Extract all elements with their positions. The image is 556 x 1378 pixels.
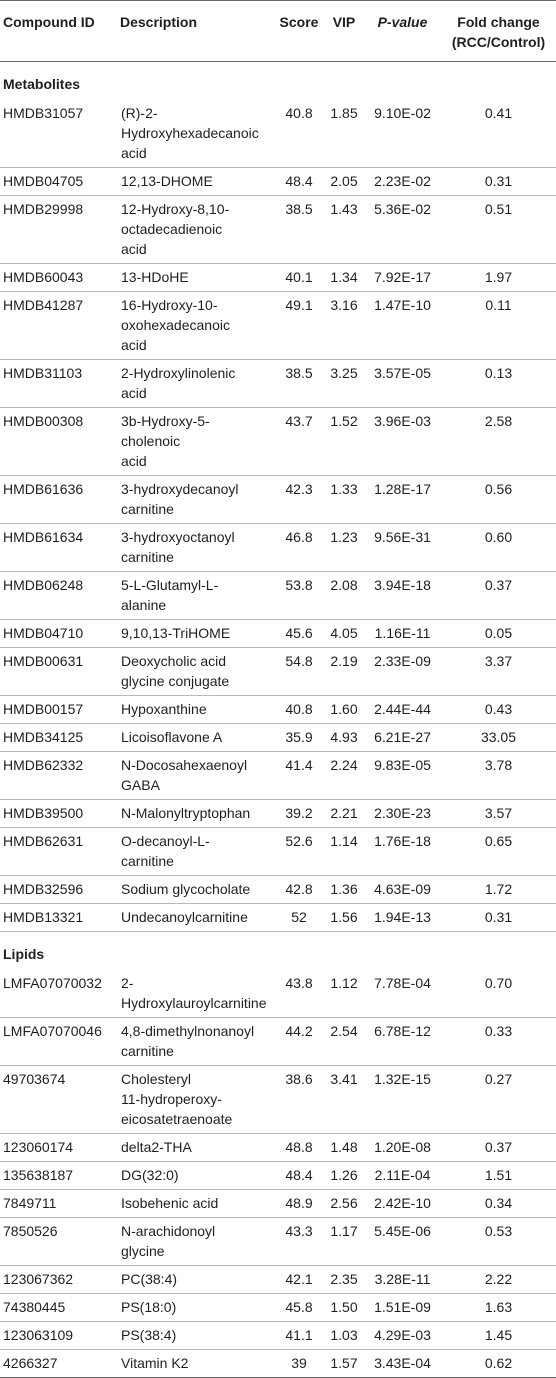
vip-cell: 1.03 xyxy=(324,1322,364,1350)
p-value-cell: 5.45E-06 xyxy=(364,1218,441,1266)
table-row xyxy=(0,264,556,292)
header-score: Score xyxy=(279,14,319,30)
score-cell: 52.6 xyxy=(274,828,324,876)
table-row xyxy=(0,1294,556,1322)
p-value-cell: 3.28E-11 xyxy=(364,1266,441,1294)
table-row xyxy=(0,1218,556,1266)
header-vip: VIP xyxy=(332,14,356,30)
vip-cell: 1.17 xyxy=(324,1218,364,1266)
compound-id-cell: HMDB31103 xyxy=(0,360,117,408)
score-cell: 39 xyxy=(274,1350,324,1378)
score-cell: 48.9 xyxy=(274,1190,324,1218)
score-cell: 48.4 xyxy=(274,168,324,196)
p-value-cell: 2.30E-23 xyxy=(364,800,441,828)
score-cell: 40.8 xyxy=(274,696,324,724)
header-fold-change xyxy=(441,1,556,62)
fold-change-cell: 1.63 xyxy=(441,1294,556,1322)
compound-id-cell: HMDB39500 xyxy=(0,800,117,828)
p-value-cell: 3.94E-18 xyxy=(364,572,441,620)
vip-cell: 4.93 xyxy=(324,724,364,752)
compound-id-cell: HMDB60043 xyxy=(0,264,117,292)
description-cell: Isobehenic acid xyxy=(117,1190,274,1218)
table-row xyxy=(0,1350,556,1378)
description-cell: DG(32:0) xyxy=(117,1162,274,1190)
vip-cell: 1.52 xyxy=(324,408,364,476)
score-cell: 39.2 xyxy=(274,800,324,828)
fold-change-cell: 0.53 xyxy=(441,1218,556,1266)
compound-id-cell: HMDB31057 xyxy=(0,100,117,168)
description-cell: 5-L-Glutamyl-L- alanine xyxy=(117,572,274,620)
p-value-cell: 1.94E-13 xyxy=(364,904,441,932)
table-row xyxy=(0,572,556,620)
header-fold-change-label: Fold change xyxy=(457,14,540,30)
score-cell: 45.8 xyxy=(274,1294,324,1322)
description-cell: PS(18:0) xyxy=(117,1294,274,1322)
table-row xyxy=(0,1018,556,1066)
vip-cell: 3.41 xyxy=(324,1066,364,1134)
description-cell: N-arachidonoyl glycine xyxy=(117,1218,274,1266)
compound-id-cell: HMDB29998 xyxy=(0,196,117,264)
vip-cell: 1.60 xyxy=(324,696,364,724)
fold-change-cell: 0.27 xyxy=(441,1066,556,1134)
description-cell: 3-hydroxydecanoyl carnitine xyxy=(117,476,274,524)
description-cell: 13-HDoHE xyxy=(117,264,274,292)
score-cell: 42.3 xyxy=(274,476,324,524)
fold-change-cell: 0.62 xyxy=(441,1350,556,1378)
compound-id-cell: 49703674 xyxy=(0,1066,117,1134)
p-value-cell: 4.29E-03 xyxy=(364,1322,441,1350)
table-row xyxy=(0,1134,556,1162)
compound-id-cell: 123063109 xyxy=(0,1322,117,1350)
p-value-cell: 9.83E-05 xyxy=(364,752,441,800)
vip-cell: 1.57 xyxy=(324,1350,364,1378)
fold-change-cell: 33.05 xyxy=(441,724,556,752)
description-cell: (R)-2- Hydroxyhexadecanoic acid xyxy=(117,100,274,168)
table-header xyxy=(0,1,556,62)
compound-id-cell: HMDB04705 xyxy=(0,168,117,196)
vip-cell: 1.50 xyxy=(324,1294,364,1322)
fold-change-cell: 0.11 xyxy=(441,292,556,360)
vip-cell: 1.12 xyxy=(324,970,364,1018)
table-row xyxy=(0,168,556,196)
compound-id-cell: 123067362 xyxy=(0,1266,117,1294)
p-value-cell: 1.47E-10 xyxy=(364,292,441,360)
compound-id-cell: 123060174 xyxy=(0,1134,117,1162)
description-cell: 12,13-DHOME xyxy=(117,168,274,196)
description-cell: 3b-Hydroxy-5- cholenoic acid xyxy=(117,408,274,476)
p-value-cell: 4.63E-09 xyxy=(364,876,441,904)
section-row xyxy=(0,62,556,101)
p-value-cell: 3.57E-05 xyxy=(364,360,441,408)
fold-change-cell: 1.97 xyxy=(441,264,556,292)
compound-id-cell: LMFA07070032 xyxy=(0,970,117,1018)
compound-id-cell: HMDB13321 xyxy=(0,904,117,932)
table-row xyxy=(0,724,556,752)
score-cell: 42.1 xyxy=(274,1266,324,1294)
table-row xyxy=(0,828,556,876)
score-cell: 52 xyxy=(274,904,324,932)
p-value-cell: 7.78E-04 xyxy=(364,970,441,1018)
header-compound-id: Compound ID xyxy=(3,14,95,30)
score-cell: 38.5 xyxy=(274,196,324,264)
description-cell: 9,10,13-TriHOME xyxy=(117,620,274,648)
score-cell: 38.6 xyxy=(274,1066,324,1134)
fold-change-cell: 0.13 xyxy=(441,360,556,408)
compound-id-cell: HMDB61636 xyxy=(0,476,117,524)
vip-cell: 2.19 xyxy=(324,648,364,696)
table-row xyxy=(0,524,556,572)
vip-cell: 1.48 xyxy=(324,1134,364,1162)
section-row xyxy=(0,932,556,971)
description-cell: 2- Hydroxylauroylcarnitine xyxy=(117,970,274,1018)
table-row xyxy=(0,904,556,932)
fold-change-cell: 0.56 xyxy=(441,476,556,524)
table-row xyxy=(0,1162,556,1190)
score-cell: 48.8 xyxy=(274,1134,324,1162)
table-row xyxy=(0,476,556,524)
compound-id-cell: LMFA07070046 xyxy=(0,1018,117,1066)
fold-change-cell: 0.60 xyxy=(441,524,556,572)
vip-cell: 1.14 xyxy=(324,828,364,876)
table-row xyxy=(0,800,556,828)
p-value-cell: 5.36E-02 xyxy=(364,196,441,264)
vip-cell: 2.56 xyxy=(324,1190,364,1218)
compound-id-cell: 7849711 xyxy=(0,1190,117,1218)
compound-id-cell: HMDB04710 xyxy=(0,620,117,648)
vip-cell: 3.25 xyxy=(324,360,364,408)
vip-cell: 2.54 xyxy=(324,1018,364,1066)
p-value-cell: 2.44E-44 xyxy=(364,696,441,724)
fold-change-cell: 0.31 xyxy=(441,904,556,932)
vip-cell: 2.24 xyxy=(324,752,364,800)
description-cell: PS(38:4) xyxy=(117,1322,274,1350)
fold-change-cell: 1.45 xyxy=(441,1322,556,1350)
score-cell: 45.6 xyxy=(274,620,324,648)
description-cell: 2-Hydroxylinolenic acid xyxy=(117,360,274,408)
fold-change-cell: 0.05 xyxy=(441,620,556,648)
score-cell: 35.9 xyxy=(274,724,324,752)
compound-id-cell: HMDB62332 xyxy=(0,752,117,800)
table-row xyxy=(0,1190,556,1218)
fold-change-cell: 0.37 xyxy=(441,572,556,620)
fold-change-cell: 0.65 xyxy=(441,828,556,876)
vip-cell: 1.85 xyxy=(324,100,364,168)
score-cell: 54.8 xyxy=(274,648,324,696)
p-value-cell: 3.96E-03 xyxy=(364,408,441,476)
p-value-cell: 2.33E-09 xyxy=(364,648,441,696)
table-row xyxy=(0,876,556,904)
section-title: Lipids xyxy=(3,946,45,962)
vip-cell: 1.33 xyxy=(324,476,364,524)
score-cell: 46.8 xyxy=(274,524,324,572)
table-row xyxy=(0,196,556,264)
description-cell: 16-Hydroxy-10- oxohexadecanoic acid xyxy=(117,292,274,360)
p-value-cell: 1.28E-17 xyxy=(364,476,441,524)
compound-id-cell: 7850526 xyxy=(0,1218,117,1266)
description-cell: Vitamin K2 xyxy=(117,1350,274,1378)
description-cell: Deoxycholic acid glycine conjugate xyxy=(117,648,274,696)
score-cell: 41.1 xyxy=(274,1322,324,1350)
p-value-cell: 1.51E-09 xyxy=(364,1294,441,1322)
compound-id-cell: 74380445 xyxy=(0,1294,117,1322)
score-cell: 44.2 xyxy=(274,1018,324,1066)
fold-change-cell: 0.43 xyxy=(441,696,556,724)
description-cell: 4,8-dimethylnonanoyl carnitine xyxy=(117,1018,274,1066)
p-value-cell: 9.56E-31 xyxy=(364,524,441,572)
compound-id-cell: HMDB00157 xyxy=(0,696,117,724)
table-row xyxy=(0,1322,556,1350)
compound-id-cell: HMDB32596 xyxy=(0,876,117,904)
p-value-cell: 6.78E-12 xyxy=(364,1018,441,1066)
p-value-cell: 7.92E-17 xyxy=(364,264,441,292)
description-cell: 12-Hydroxy-8,10- octadecadienoic acid xyxy=(117,196,274,264)
vip-cell: 1.36 xyxy=(324,876,364,904)
vip-cell: 3.16 xyxy=(324,292,364,360)
compound-id-cell: HMDB61634 xyxy=(0,524,117,572)
fold-change-cell: 0.41 xyxy=(441,100,556,168)
description-cell: Licoisoflavone A xyxy=(117,724,274,752)
fold-change-cell: 3.37 xyxy=(441,648,556,696)
fold-change-cell: 0.51 xyxy=(441,196,556,264)
score-cell: 49.1 xyxy=(274,292,324,360)
fold-change-cell: 2.22 xyxy=(441,1266,556,1294)
fold-change-cell: 1.51 xyxy=(441,1162,556,1190)
score-cell: 48.4 xyxy=(274,1162,324,1190)
p-value-cell: 1.76E-18 xyxy=(364,828,441,876)
description-cell: N-Docosahexaenoyl GABA xyxy=(117,752,274,800)
table-row xyxy=(0,1266,556,1294)
description-cell: Cholesteryl 11-hydroperoxy- eicosatetraenoate xyxy=(117,1066,274,1134)
fold-change-cell: 0.31 xyxy=(441,168,556,196)
fold-change-cell: 3.57 xyxy=(441,800,556,828)
p-value-cell: 9.10E-02 xyxy=(364,100,441,168)
fold-change-cell: 2.58 xyxy=(441,408,556,476)
description-cell: Hypoxanthine xyxy=(117,696,274,724)
description-cell: O-decanoyl-L- carnitine xyxy=(117,828,274,876)
vip-cell: 2.05 xyxy=(324,168,364,196)
p-value-cell: 3.43E-04 xyxy=(364,1350,441,1378)
description-cell: delta2-THA xyxy=(117,1134,274,1162)
table-body xyxy=(0,62,556,1378)
score-cell: 42.8 xyxy=(274,876,324,904)
header-row xyxy=(0,1,556,62)
compound-id-cell: HMDB06248 xyxy=(0,572,117,620)
compound-id-cell: HMDB00631 xyxy=(0,648,117,696)
compound-id-cell: HMDB34125 xyxy=(0,724,117,752)
fold-change-cell: 0.34 xyxy=(441,1190,556,1218)
table-row xyxy=(0,620,556,648)
compound-id-cell: 135638187 xyxy=(0,1162,117,1190)
header-p-value: P-value xyxy=(377,14,428,30)
vip-cell: 2.21 xyxy=(324,800,364,828)
fold-change-cell: 0.37 xyxy=(441,1134,556,1162)
vip-cell: 1.26 xyxy=(324,1162,364,1190)
vip-cell: 1.43 xyxy=(324,196,364,264)
score-cell: 41.4 xyxy=(274,752,324,800)
fold-change-cell: 0.33 xyxy=(441,1018,556,1066)
score-cell: 38.5 xyxy=(274,360,324,408)
section-title: Metabolites xyxy=(3,76,81,92)
description-cell: N-Malonyltryptophan xyxy=(117,800,274,828)
fold-change-cell: 3.78 xyxy=(441,752,556,800)
table-row xyxy=(0,752,556,800)
table-row xyxy=(0,292,556,360)
score-cell: 43.3 xyxy=(274,1218,324,1266)
score-cell: 40.8 xyxy=(274,100,324,168)
vip-cell: 1.23 xyxy=(324,524,364,572)
table-row xyxy=(0,1066,556,1134)
score-cell: 43.8 xyxy=(274,970,324,1018)
fold-change-cell: 1.72 xyxy=(441,876,556,904)
table-row xyxy=(0,648,556,696)
description-cell: Undecanoylcarnitine xyxy=(117,904,274,932)
compound-id-cell: HMDB00308 xyxy=(0,408,117,476)
vip-cell: 2.08 xyxy=(324,572,364,620)
table-row xyxy=(0,970,556,1018)
score-cell: 40.1 xyxy=(274,264,324,292)
table-row xyxy=(0,100,556,168)
compound-id-cell: HMDB41287 xyxy=(0,292,117,360)
p-value-cell: 1.16E-11 xyxy=(364,620,441,648)
description-cell: 3-hydroxyoctanoyl carnitine xyxy=(117,524,274,572)
fold-change-cell: 0.70 xyxy=(441,970,556,1018)
vip-cell: 4.05 xyxy=(324,620,364,648)
compound-id-cell: HMDB62631 xyxy=(0,828,117,876)
p-value-cell: 6.21E-27 xyxy=(364,724,441,752)
p-value-cell: 1.32E-15 xyxy=(364,1066,441,1134)
table-row xyxy=(0,360,556,408)
description-cell: PC(38:4) xyxy=(117,1266,274,1294)
p-value-cell: 1.20E-08 xyxy=(364,1134,441,1162)
vip-cell: 2.35 xyxy=(324,1266,364,1294)
vip-cell: 1.56 xyxy=(324,904,364,932)
table-row xyxy=(0,696,556,724)
score-cell: 53.8 xyxy=(274,572,324,620)
p-value-cell: 2.42E-10 xyxy=(364,1190,441,1218)
table-row xyxy=(0,408,556,476)
p-value-cell: 2.11E-04 xyxy=(364,1162,441,1190)
p-value-cell: 2.23E-02 xyxy=(364,168,441,196)
vip-cell: 1.34 xyxy=(324,264,364,292)
description-cell: Sodium glycocholate xyxy=(117,876,274,904)
compound-id-cell: 4266327 xyxy=(0,1350,117,1378)
header-description: Description xyxy=(120,14,198,30)
header-fold-change-sublabel: (RCC/Control) xyxy=(451,34,546,50)
score-cell: 43.7 xyxy=(274,408,324,476)
